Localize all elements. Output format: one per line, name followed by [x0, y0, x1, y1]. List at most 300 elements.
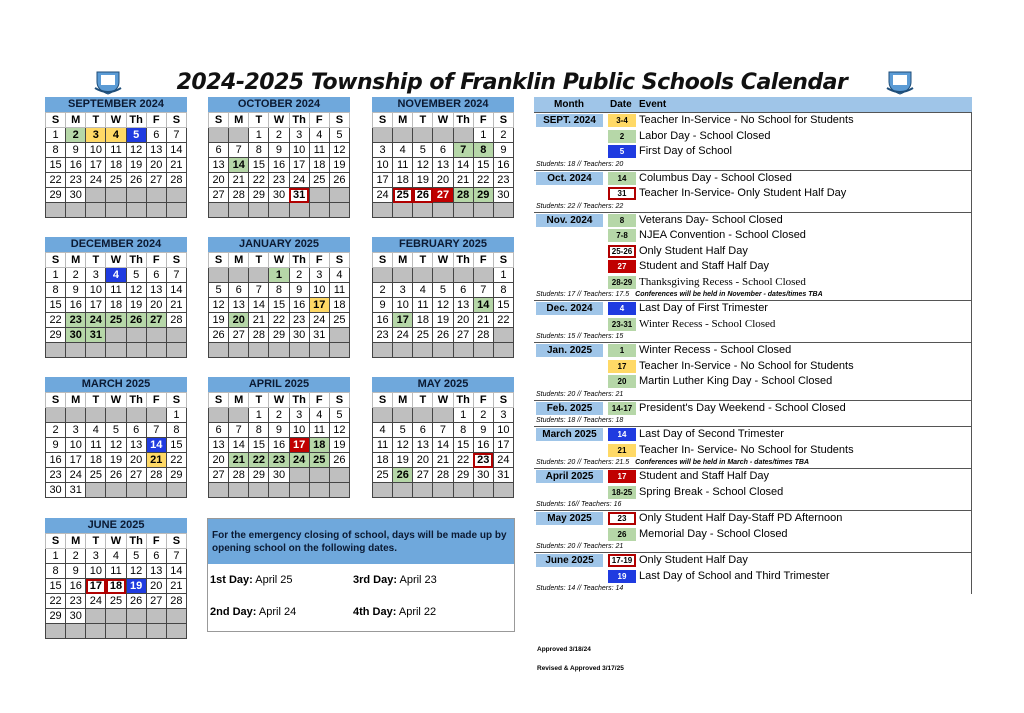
weekday-label: M [393, 253, 413, 268]
calendar-day: 15 [473, 158, 493, 173]
weekday-label: M [66, 393, 86, 408]
calendar-day: 5 [433, 283, 453, 298]
event-description: Memorial Day - School Closed [639, 527, 788, 540]
weekday-label: M [229, 113, 249, 128]
calendar-day: 24 [289, 453, 309, 468]
calendar-day: 4 [309, 128, 329, 143]
event-row [534, 317, 971, 333]
empty-day [413, 408, 433, 423]
event-month-label: SEPT. 2024 [536, 114, 603, 127]
calendar-day: 8 [46, 143, 66, 158]
calendar-day: 19 [413, 173, 433, 188]
calendar-day: 12 [126, 143, 146, 158]
student-teacher-days: Students: 17 // Teachers: 17.5 Conferences will be held in November - dates/times TBA [536, 291, 823, 298]
empty-day [393, 408, 413, 423]
calendar-day: 15 [46, 579, 66, 594]
calendar-day: 24 [373, 188, 393, 203]
empty-day [393, 483, 413, 498]
event-date: 17 [608, 360, 636, 373]
month-grid [372, 392, 514, 498]
calendar-day: 17 [289, 158, 309, 173]
event-date: 21 [608, 444, 636, 457]
event-description: First Day of School [639, 145, 732, 157]
calendar-day: 26 [126, 594, 146, 609]
calendar-day: 24 [86, 313, 106, 328]
weekday-label: F [146, 113, 166, 128]
calendar-day: 17 [393, 313, 413, 328]
empty-day [373, 483, 393, 498]
calendar-day: 16 [66, 158, 86, 173]
event-row [534, 171, 971, 187]
page-title: 2024-2025 Township of Franklin Public Schools Calendar [176, 70, 848, 95]
month-heading: SEPTEMBER 2024 [45, 97, 187, 112]
emergency-heading: For the emergency closing of school, days will be made up by opening school on the following dates. [208, 519, 514, 564]
empty-day [146, 609, 166, 624]
calendar-day: 14 [249, 298, 269, 313]
calendar-day: 1 [249, 408, 269, 423]
calendar-day: 15 [46, 158, 66, 173]
empty-day [86, 609, 106, 624]
empty-day [309, 203, 329, 218]
calendar-day: 10 [289, 143, 309, 158]
empty-day [209, 128, 229, 143]
empty-day [126, 203, 146, 218]
calendar-day: 25 [106, 173, 126, 188]
calendar-day: 6 [209, 423, 229, 438]
weekday-label: Th [289, 113, 309, 128]
calendar-day: 6 [146, 128, 166, 143]
calendar-day: 16 [269, 438, 289, 453]
month-heading: OCTOBER 2024 [208, 97, 350, 112]
calendar-day: 17 [86, 158, 106, 173]
calendar-day: 10 [493, 423, 513, 438]
month-grid [45, 252, 187, 358]
month-grid [208, 112, 350, 218]
calendar-day: 3 [86, 128, 106, 143]
calendar-day: 21 [166, 158, 186, 173]
weekday-label: S [493, 253, 513, 268]
calendar-day: 29 [269, 328, 289, 343]
makeup-day-2: 2nd Day: April 24 [210, 606, 297, 618]
weekday-label: Th [126, 393, 146, 408]
weekday-label: W [433, 393, 453, 408]
calendar-day: 14 [229, 158, 249, 173]
event-row [534, 527, 971, 543]
empty-day [289, 343, 309, 358]
event-row [534, 129, 971, 145]
empty-day [473, 268, 493, 283]
calendar-day: 15 [46, 298, 66, 313]
empty-day [126, 188, 146, 203]
calendar-day: 27 [146, 594, 166, 609]
event-description: Winter Recess - School Closed [639, 317, 776, 330]
event-description: Teacher In- Service- No School for Students [639, 443, 854, 456]
calendar-day: 4 [413, 283, 433, 298]
calendar-day: 10 [289, 423, 309, 438]
calendar-day: 17 [373, 173, 393, 188]
event-description: Spring Break - School Closed [639, 485, 784, 498]
weekday-label: Th [453, 113, 473, 128]
event-description: Only Student Half Day [639, 554, 748, 566]
calendar-day: 5 [126, 128, 146, 143]
calendar-day: 3 [66, 423, 86, 438]
calendar-day: 19 [329, 438, 349, 453]
calendar-day: 19 [329, 158, 349, 173]
calendar-day: 26 [126, 173, 146, 188]
calendar-day: 11 [413, 298, 433, 313]
events-header [534, 97, 972, 112]
event-month-label: May 2025 [536, 512, 603, 525]
empty-day [86, 624, 106, 639]
calendar-day: 9 [473, 423, 493, 438]
event-row [534, 228, 971, 244]
calendar-day: 25 [106, 313, 126, 328]
month-heading: JUNE 2025 [45, 518, 187, 533]
event-description: Last Day of First Trimester [639, 302, 768, 314]
empty-day [126, 408, 146, 423]
empty-day [413, 268, 433, 283]
empty-day [413, 128, 433, 143]
calendar-day: 27 [209, 468, 229, 483]
empty-day [329, 483, 349, 498]
calendar-day: 12 [329, 423, 349, 438]
calendar-day: 18 [329, 298, 349, 313]
weekday-label: S [373, 393, 393, 408]
weekday-label: F [473, 113, 493, 128]
weekday-label: S [166, 253, 186, 268]
empty-day [46, 408, 66, 423]
calendar-day: 9 [373, 298, 393, 313]
empty-day [229, 268, 249, 283]
calendar-day: 17 [86, 298, 106, 313]
weekday-label: M [66, 534, 86, 549]
calendar-day: 30 [473, 468, 493, 483]
student-teacher-days: Students: 18 // Teachers: 20 [536, 160, 624, 168]
event-description: Columbus Day - School Closed [639, 171, 792, 184]
calendar-day: 14 [146, 438, 166, 453]
empty-day [373, 408, 393, 423]
calendar-day: 16 [66, 579, 86, 594]
weekday-label: S [209, 393, 229, 408]
calendar-day: 23 [289, 313, 309, 328]
empty-day [66, 408, 86, 423]
empty-day [493, 343, 513, 358]
calendar-day: 29 [46, 609, 66, 624]
calendar-day: 11 [309, 143, 329, 158]
calendar-day: 16 [66, 298, 86, 313]
calendar-day: 2 [66, 128, 86, 143]
calendar-day: 3 [86, 549, 106, 564]
calendar-day: 31 [66, 483, 86, 498]
empty-day [493, 203, 513, 218]
weekday-label: S [46, 253, 66, 268]
student-teacher-days: Students: 18 // Teachers: 18 [536, 417, 624, 424]
event-date: 23 [608, 512, 636, 525]
weekday-label: F [309, 393, 329, 408]
month-october-2024 [208, 97, 350, 218]
calendar-day: 2 [493, 128, 513, 143]
weekday-label: T [86, 534, 106, 549]
weekday-label: M [393, 113, 413, 128]
calendar-day: 28 [146, 468, 166, 483]
calendar-day: 13 [433, 158, 453, 173]
event-month-label: June 2025 [536, 554, 603, 567]
empty-day [106, 343, 126, 358]
month-grid [208, 392, 350, 498]
calendar-day: 30 [66, 328, 86, 343]
empty-day [126, 483, 146, 498]
calendar-day: 25 [86, 468, 106, 483]
calendar-day: 29 [46, 328, 66, 343]
event-date: 14-17 [608, 402, 636, 415]
empty-day [329, 468, 349, 483]
weekday-label: Th [453, 393, 473, 408]
weekday-label: Th [126, 113, 146, 128]
event-month-label: Dec. 2024 [536, 302, 603, 315]
calendar-day: 25 [309, 453, 329, 468]
weekday-label: T [249, 393, 269, 408]
weekday-label: M [229, 393, 249, 408]
empty-day [146, 343, 166, 358]
weekday-label: S [166, 113, 186, 128]
empty-day [166, 203, 186, 218]
weekday-label: T [413, 253, 433, 268]
event-month-label: Oct. 2024 [536, 172, 603, 185]
weekday-label: T [413, 113, 433, 128]
event-date: 14 [608, 428, 636, 441]
weekday-label: W [106, 393, 126, 408]
calendar-day: 14 [166, 143, 186, 158]
calendar-day: 23 [46, 468, 66, 483]
event-description: Only Student Half Day-Staff PD Afternoon [639, 512, 843, 524]
calendar-day: 29 [473, 188, 493, 203]
empty-day [86, 343, 106, 358]
empty-day [329, 328, 349, 343]
weekday-label: M [393, 393, 413, 408]
calendar-day: 22 [269, 313, 289, 328]
calendar-day: 25 [329, 313, 349, 328]
event-row [534, 244, 971, 260]
event-row [534, 401, 971, 417]
makeup-day-1: 1st Day: April 25 [210, 574, 293, 586]
weekday-label: S [329, 393, 349, 408]
calendar-day: 1 [453, 408, 473, 423]
weekday-label: F [473, 393, 493, 408]
calendar-day: 2 [269, 408, 289, 423]
empty-day [433, 268, 453, 283]
calendar-day: 18 [106, 158, 126, 173]
weekday-label: Th [289, 393, 309, 408]
empty-day [433, 128, 453, 143]
calendar-day: 10 [66, 438, 86, 453]
approved-note: Approved 3/18/24 [537, 646, 591, 653]
empty-day [126, 609, 146, 624]
calendar-day: 20 [413, 453, 433, 468]
event-block [534, 510, 972, 552]
event-row [534, 553, 971, 569]
calendar-day: 4 [329, 268, 349, 283]
calendar-day: 26 [329, 453, 349, 468]
calendar-day: 8 [46, 564, 66, 579]
event-description: Only Student Half Day [639, 244, 748, 257]
empty-day [166, 624, 186, 639]
event-block [534, 300, 972, 342]
calendar-day: 22 [249, 453, 269, 468]
calendar-day: 18 [106, 579, 126, 594]
calendar-day: 17 [66, 453, 86, 468]
calendar-day: 4 [86, 423, 106, 438]
calendar-day: 3 [289, 408, 309, 423]
calendar-day: 6 [146, 268, 166, 283]
weekday-label: S [166, 534, 186, 549]
calendar-day: 2 [373, 283, 393, 298]
weekday-label: S [493, 113, 513, 128]
empty-day [269, 203, 289, 218]
empty-day [166, 343, 186, 358]
empty-day [209, 483, 229, 498]
calendar-day: 2 [473, 408, 493, 423]
calendar-day: 12 [433, 298, 453, 313]
empty-day [309, 343, 329, 358]
calendar-day: 20 [146, 579, 166, 594]
empty-day [46, 624, 66, 639]
student-teacher-days: Students: 22 // Teachers: 22 [536, 202, 624, 210]
calendar-day: 27 [146, 173, 166, 188]
revised-note: Revised & Approved 3/17/25 [537, 665, 624, 672]
calendar-day: 6 [433, 143, 453, 158]
events-table [534, 97, 972, 594]
calendar-day: 3 [393, 283, 413, 298]
empty-day [309, 483, 329, 498]
empty-day [373, 128, 393, 143]
event-date: 28-29 [608, 276, 636, 289]
calendar-day: 7 [166, 128, 186, 143]
weekday-label: T [86, 393, 106, 408]
empty-day [46, 203, 66, 218]
calendar-day: 25 [413, 328, 433, 343]
calendar-day: 4 [106, 128, 126, 143]
empty-day [309, 188, 329, 203]
calendar-day: 26 [413, 188, 433, 203]
empty-day [166, 328, 186, 343]
calendar-day: 15 [166, 438, 186, 453]
calendar-day: 14 [166, 283, 186, 298]
calendar-day: 24 [493, 453, 513, 468]
calendar-day: 18 [393, 173, 413, 188]
calendar-day: 29 [166, 468, 186, 483]
empty-day [289, 468, 309, 483]
empty-day [146, 203, 166, 218]
calendar-day: 8 [249, 423, 269, 438]
weekday-label: W [106, 113, 126, 128]
calendar-day: 11 [373, 438, 393, 453]
calendar-day: 6 [126, 423, 146, 438]
calendar-day: 21 [433, 453, 453, 468]
calendar-day: 24 [289, 173, 309, 188]
event-date: 7-8 [608, 229, 636, 242]
event-row [534, 186, 971, 202]
calendar-day: 24 [309, 313, 329, 328]
empty-day [209, 203, 229, 218]
event-block [534, 468, 972, 510]
calendar-day: 31 [289, 188, 309, 203]
calendar-day: 21 [166, 298, 186, 313]
calendar-day: 27 [229, 328, 249, 343]
calendar-day: 3 [289, 128, 309, 143]
event-date: 27 [608, 260, 636, 273]
empty-day [126, 343, 146, 358]
event-row [534, 485, 971, 501]
calendar-day: 27 [413, 468, 433, 483]
event-date: 8 [608, 214, 636, 227]
calendar-day: 30 [289, 328, 309, 343]
event-row [534, 359, 971, 375]
event-row [534, 511, 971, 527]
calendar-day: 6 [413, 423, 433, 438]
empty-day [209, 268, 229, 283]
calendar-day: 6 [453, 283, 473, 298]
calendar-day: 19 [393, 453, 413, 468]
calendar-day: 17 [309, 298, 329, 313]
empty-day [66, 624, 86, 639]
month-november-2024 [372, 97, 514, 218]
calendar-day: 11 [106, 283, 126, 298]
calendar-day: 22 [46, 313, 66, 328]
month-february-2025 [372, 237, 514, 358]
event-description: Student and Staff Half Day [639, 470, 770, 482]
calendar-day: 16 [493, 158, 513, 173]
event-description: Thanksgiving Recess - School Closed [639, 275, 806, 288]
event-date: 17-19 [608, 554, 636, 567]
student-teacher-days: Students: 16// Teachers: 16 [536, 501, 622, 508]
calendar-day: 30 [269, 468, 289, 483]
empty-day [329, 203, 349, 218]
calendar-day: 29 [249, 468, 269, 483]
empty-day [289, 483, 309, 498]
calendar-day: 24 [66, 468, 86, 483]
month-january-2025 [208, 237, 350, 358]
calendar-day: 1 [269, 268, 289, 283]
event-row [534, 469, 971, 485]
event-date: 20 [608, 375, 636, 388]
month-april-2025 [208, 377, 350, 498]
event-row [534, 343, 971, 359]
empty-day [373, 343, 393, 358]
calendar-day: 28 [229, 188, 249, 203]
calendar-day: 25 [393, 188, 413, 203]
calendar-day: 9 [46, 438, 66, 453]
empty-day [473, 343, 493, 358]
empty-day [473, 483, 493, 498]
empty-day [433, 483, 453, 498]
student-teacher-days: Students: 20 // Teachers: 21.5 Conferences will be held in March - dates/times TBA [536, 459, 810, 466]
calendar-day: 24 [393, 328, 413, 343]
event-month-label: Feb. 2025 [536, 402, 603, 415]
empty-day [269, 483, 289, 498]
weekday-label: F [146, 393, 166, 408]
weekday-label: W [106, 253, 126, 268]
weekday-label: W [269, 113, 289, 128]
empty-day [249, 268, 269, 283]
calendar-day: 18 [413, 313, 433, 328]
calendar-day: 10 [309, 283, 329, 298]
month-grid [45, 533, 187, 639]
calendar-day: 23 [66, 594, 86, 609]
calendar-day: 10 [373, 158, 393, 173]
weekday-label: S [329, 113, 349, 128]
event-month-label: March 2025 [536, 428, 603, 441]
calendar-day: 18 [86, 453, 106, 468]
